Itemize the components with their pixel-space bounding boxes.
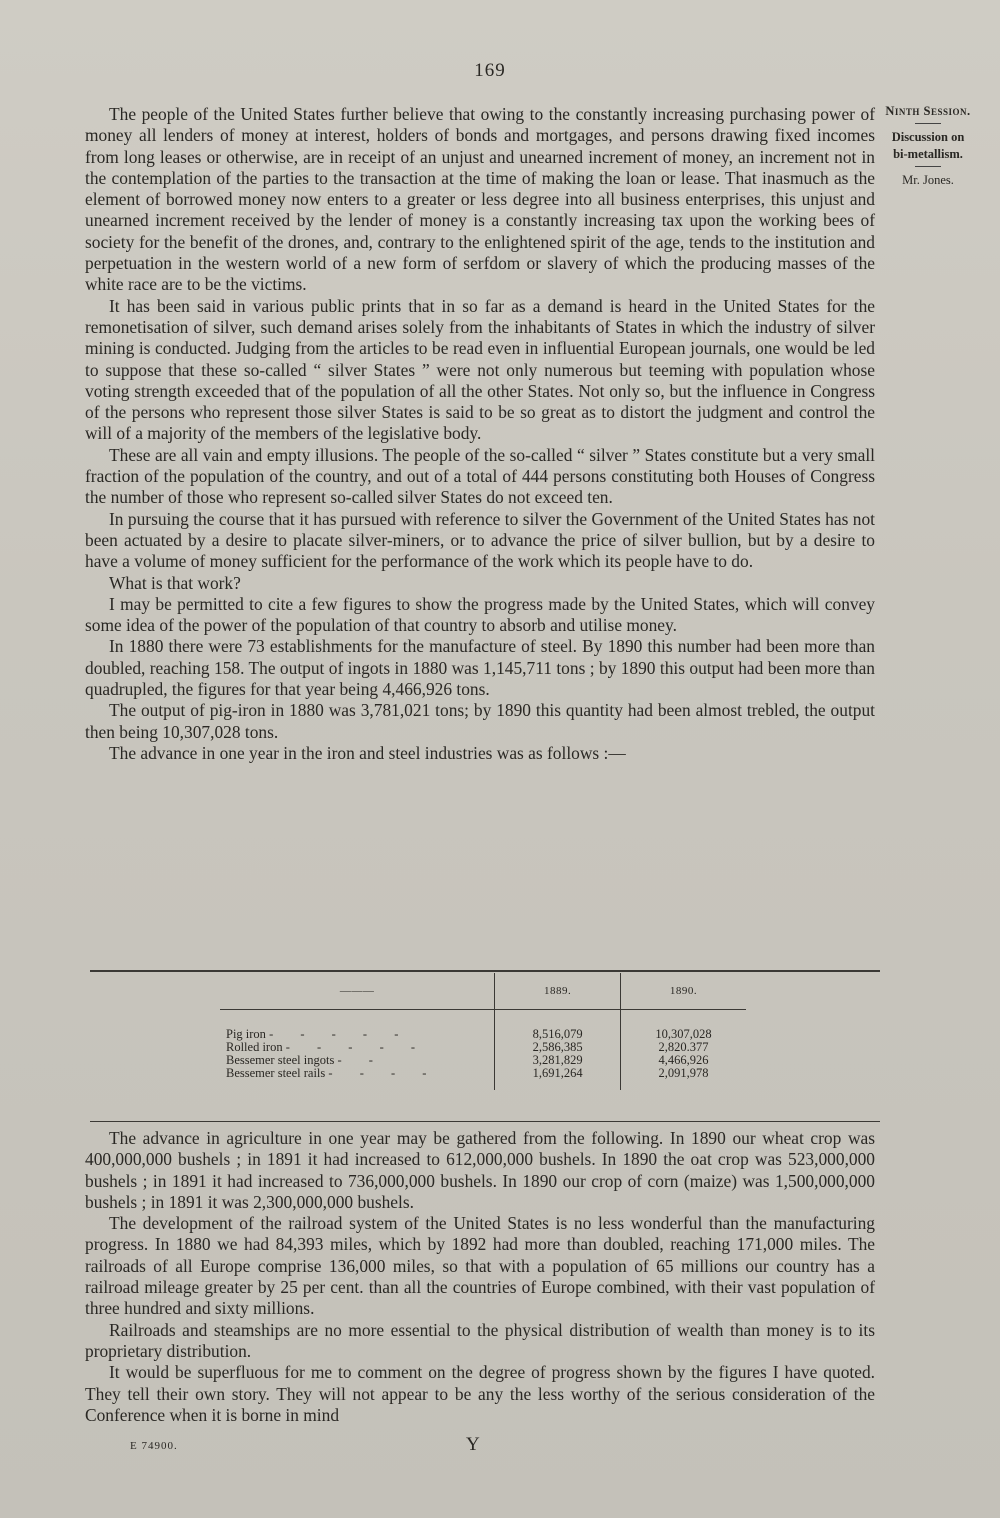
paragraph: The people of the United States further believe that owing to the constantly increasing purchasing power of money all lenders of money at interest, holders of bonds and mortgages, and persons drawing fixed incomes from long leases or otherwise, are in receipt of an unjust and unearned increment of money, an increment not in the contemplation of the parties to the transaction at the time of making the loan or lease. That inasmuch as the element of borrowed money now enters to a greater or less degree into all business enterprises, this unjust and unearned increment received by the lender of money is a constantly increasing tax upon the working bees of society for the benefit of the drones, and, contrary to the enlightened spirit of the age, tends to the institution and perpetuation in the western world of a new form of serfdom or slavery of which the producing masses of the white race are to be the victims. xyxy=(85,104,875,295)
table-row xyxy=(220,1010,746,1042)
row-label: Rolled iron xyxy=(226,1040,283,1054)
page-footer xyxy=(130,1434,890,1464)
row-label: Bessemer steel rails xyxy=(226,1066,326,1080)
row-label-cell xyxy=(220,1010,495,1042)
print-code: E 74900. xyxy=(130,1440,178,1452)
margin-divider xyxy=(915,123,941,124)
paragraph: In pursuing the course that it has pursued with reference to silver the Government of the United States has not been actuated by a desire to placate silver-miners, or to advance the price of silver bullion, but by a desire to have a volume of money sufficient for the performance of the work which its people have to do. xyxy=(85,508,875,572)
value-1889: 2,586,385 xyxy=(495,1041,621,1054)
value-1889: 1,691,264 xyxy=(495,1067,621,1090)
table-bottom-rule xyxy=(90,1121,880,1122)
paragraph: It has been said in various public prints that in so far as a demand is heard in the United States for the remonetisation of silver, such demand arises solely from the inhabitants of States in which the industry of silver mining is conducted. Judging from the articles to be read even in influential European journals, one would be led to suppose that these so-called “ silver States ” were not only numerous but teeming with population whose voting strength exceeded that of the population of all the other States. Not only so, but the influence in Congress of the persons who represent those silver States is said to be so great as to distort the judgment and control the will of a majority of the members of the legislative body. xyxy=(85,295,875,444)
paragraph: The output of pig-iron in 1880 was 3,781,021 tons; by 1890 this quantity had been almost trebled, the output then being 10,307,028 tons. xyxy=(85,700,875,742)
signature-mark: Y xyxy=(466,1434,481,1455)
row-label-cell xyxy=(220,1067,495,1090)
paragraph: The advance in one year in the iron and steel industries was as follows :— xyxy=(109,742,626,763)
paragraph: These are all vain and empty illusions. The people of the so-called “ silver ” States constitute but a very small fraction of the population of the country, and out of a total of 444 persons constituting both Houses of Congress the number of those who represent so-called silver States do not exceed ten. xyxy=(85,444,875,508)
value-1890: 2,091,978 xyxy=(621,1067,746,1090)
row-label: Bessemer steel ingots xyxy=(226,1053,335,1067)
row-leader-dashes: - - - - - xyxy=(285,1040,428,1054)
paragraph: In 1880 there were 73 establishments for the manufacture of steel. By 1890 this number had been more than doubled, reaching 158. The output of ingots in 1880 was 1,145,711 tons ; by 1890 this output had been more than quadrupled, the figures for that year being 4,466,926 tons. xyxy=(85,636,875,700)
paragraph: The advance in agriculture in one year may be gathered from the following. In 1890 our wheat crop was 400,000,000 bushels ; in 1891 it had increased to 612,000,000 bushels. In 1890 the oat crop was 523,000,000 bushels ; in 1891 it had increased to 736,000,000 bushels. In 1890 our crop of corn (maize) was 1,500,000,000 bushels ; in 1891 it was 2,300,000,000 bushels. xyxy=(85,1128,875,1212)
margin-divider xyxy=(915,166,941,167)
table-header-1889: 1889. xyxy=(495,973,621,1010)
margin-note-speaker: Mr. Jones. xyxy=(902,173,954,187)
paragraph: Railroads and steamships are no more essential to the physical distribution of wealth than money is to its proprietary distribution. xyxy=(85,1319,875,1361)
value-1890: 2,820.377 xyxy=(621,1041,746,1054)
margin-note-topic: Discussion on bi-metallism. xyxy=(891,130,965,161)
row-leader-dashes: - - - - xyxy=(328,1066,439,1080)
iron-steel-table-area xyxy=(90,962,880,1122)
paragraph: It would be superfluous for me to comment on the degree of progress shown by the figures I have quoted. They tell their own story. They will not appear to be any the less worthy of the serious consideration of the Conference when it is borne in mind xyxy=(85,1362,875,1425)
value-1890: 4,466,926 xyxy=(621,1054,746,1067)
paragraph: What is that work? xyxy=(109,572,241,593)
value-1889: 3,281,829 xyxy=(495,1054,621,1067)
row-leader-dashes: - - xyxy=(337,1053,385,1067)
table-header-blank: ——— xyxy=(220,973,495,1010)
table-row xyxy=(220,1067,746,1090)
row-label: Pig iron xyxy=(226,1027,266,1041)
value-1889: 8,516,079 xyxy=(495,1010,621,1042)
body-text-bottom xyxy=(85,1128,875,1426)
paragraph: I may be permitted to cite a few figures to show the progress made by the United States, which will convey some idea of the power of the population of that country to absorb and utilise money. xyxy=(85,593,875,636)
iron-steel-table xyxy=(220,973,746,1090)
table-top-rule xyxy=(90,970,880,972)
table-header-row xyxy=(220,973,746,1010)
margin-notes xyxy=(884,103,972,189)
margin-note-session: Ninth Session. xyxy=(885,104,971,118)
page-number: 169 xyxy=(474,60,506,81)
value-1890: 10,307,028 xyxy=(621,1010,746,1042)
paragraph: The development of the railroad system of the United States is no less wonderful than the manufacturing progress. In 1880 we had 84,393 miles, which by 1892 had more than doubled, reaching 171,000 miles. The railroads of all Europe comprise 136,000 miles, so that with a population of 65 millions our country has a railroad mileage greater by 25 per cent. than all the countries of Europe combined, with their vast population of three hundred and sixty millions. xyxy=(85,1213,875,1319)
body-text-top xyxy=(85,104,875,764)
row-leader-dashes: - - - - - xyxy=(269,1027,411,1041)
table-header-1890: 1890. xyxy=(621,973,746,1010)
